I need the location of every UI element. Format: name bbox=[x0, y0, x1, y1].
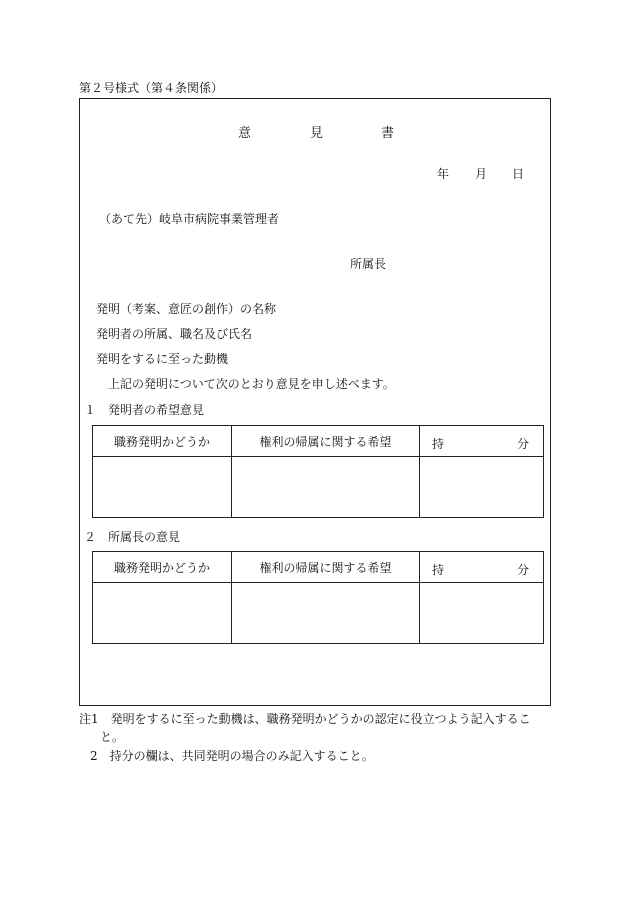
field-motive: 発明をするに至った動機 bbox=[96, 352, 229, 366]
field-inventor-info: 発明者の所属、職名及び氏名 bbox=[96, 327, 253, 341]
col-job-invention: 職務発明かどうか bbox=[93, 552, 232, 583]
note-1-line-1: 注1 発明をするに至った動機は、職務発明かどうかの認定に役立つよう記入するこ bbox=[79, 712, 531, 726]
rights-entry-cell[interactable] bbox=[232, 583, 420, 644]
field-invention-name: 発明（考案、意匠の創作）の名称 bbox=[96, 302, 277, 316]
col-rights-attribution: 権利の帰属に関する希望 bbox=[232, 426, 420, 457]
title-char-2: 見 bbox=[310, 126, 324, 141]
rights-entry-cell[interactable] bbox=[232, 457, 420, 518]
table-header-row bbox=[93, 426, 544, 457]
manager-opinion-table bbox=[92, 551, 544, 644]
table-entry-row bbox=[93, 583, 544, 644]
col-job-invention: 職務発明かどうか bbox=[93, 426, 232, 457]
date-day-label: 日 bbox=[512, 167, 525, 181]
job-invention-entry-cell[interactable] bbox=[93, 457, 232, 518]
job-invention-entry-cell[interactable] bbox=[93, 583, 232, 644]
title-char-1: 意 bbox=[238, 126, 252, 141]
col-share bbox=[420, 426, 544, 457]
col-share bbox=[420, 552, 544, 583]
table-entry-row bbox=[93, 457, 544, 518]
section-head-label: 所属長 bbox=[350, 257, 387, 271]
form-number-label: 第２号様式（第４条関係） bbox=[79, 81, 224, 95]
note-2: 2 持分の欄は、共同発明の場合のみ記入すること。 bbox=[90, 749, 374, 763]
date-year-label: 年 bbox=[437, 167, 450, 181]
col-share-left-char: 持 bbox=[432, 563, 445, 577]
intro-statement: 上記の発明について次のとおり意見を申し述べます。 bbox=[108, 377, 395, 391]
table-header-row bbox=[93, 552, 544, 583]
date-month-label: 月 bbox=[475, 167, 488, 181]
inventor-opinion-table bbox=[92, 425, 544, 518]
share-entry-cell[interactable] bbox=[420, 457, 544, 518]
col-share-right-char: 分 bbox=[516, 563, 529, 577]
share-entry-cell[interactable] bbox=[420, 583, 544, 644]
col-share-right-char: 分 bbox=[516, 437, 529, 451]
section-2-title: ２ 所属長の意見 bbox=[84, 530, 181, 544]
recipient-line: （あて先）岐阜市病院事業管理者 bbox=[99, 212, 280, 226]
note-1-line-2: と。 bbox=[100, 730, 125, 744]
section-1-title: １ 発明者の希望意見 bbox=[84, 403, 205, 417]
col-rights-attribution: 権利の帰属に関する希望 bbox=[232, 552, 420, 583]
col-share-left-char: 持 bbox=[432, 437, 445, 451]
title-char-3: 書 bbox=[381, 126, 395, 141]
